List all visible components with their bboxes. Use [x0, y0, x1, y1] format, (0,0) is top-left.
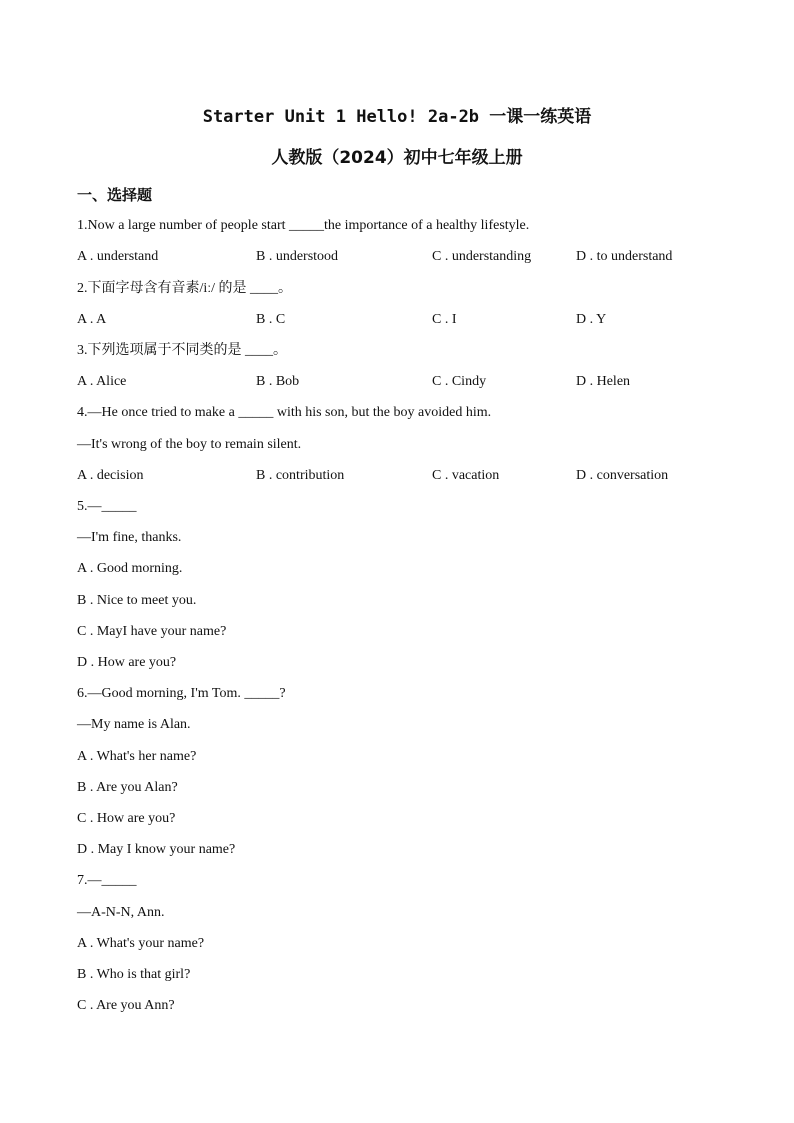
question-2-stem: 2.下面字母含有音素/iː/ 的是 ____。 — [77, 281, 293, 296]
question-7-option-a: A . What's your name? — [77, 936, 205, 951]
question-5-dialogue: —I'm fine, thanks. — [77, 530, 182, 545]
question-3-option-b: B . Bob — [256, 374, 300, 389]
question-6-stem: 6.—Good morning, I'm Tom. _____? — [77, 686, 286, 701]
question-1-option-a: A . understand — [77, 249, 159, 264]
question-4-dialogue: —It's wrong of the boy to remain silent. — [77, 437, 302, 452]
question-1-stem: 1.Now a large number of people start _____the importance of a healthy lifestyle. — [77, 218, 530, 233]
question-5-stem: 5.—_____ — [77, 499, 137, 514]
question-2-option-a: A . A — [77, 312, 107, 327]
question-7-stem: 7.—_____ — [77, 873, 137, 888]
question-3-option-d: D . Helen — [576, 374, 631, 389]
document-subtitle: 人教版（2024）初中七年级上册 — [271, 148, 523, 168]
question-6-option-c: C . How are you? — [77, 811, 176, 826]
question-6-option-b: B . Are you Alan? — [77, 780, 178, 795]
question-2-option-b: B . C — [256, 312, 286, 327]
question-4-stem: 4.—He once tried to make a _____ with his son, but the boy avoided him. — [77, 405, 492, 420]
question-5-option-b: B . Nice to meet you. — [77, 593, 197, 608]
question-6-dialogue: —My name is Alan. — [77, 717, 191, 732]
document-title: Starter Unit 1 Hello! 2a-2b 一课一练英语 — [202, 107, 592, 127]
question-4-option-d: D . conversation — [576, 468, 669, 483]
question-7-option-c: C . Are you Ann? — [77, 998, 175, 1013]
question-4-option-c: C . vacation — [432, 468, 500, 483]
question-7-dialogue: —A-N-N, Ann. — [77, 905, 165, 920]
question-3-option-c: C . Cindy — [432, 374, 487, 389]
question-5-option-c: C . MayI have your name? — [77, 624, 227, 639]
question-5-option-d: D . How are you? — [77, 655, 177, 670]
question-1-option-d: D . to understand — [576, 249, 673, 264]
question-3-stem: 3.下列选项属于不同类的是 ____。 — [77, 343, 287, 358]
question-7-option-b: B . Who is that girl? — [77, 967, 191, 982]
question-5-option-a: A . Good morning. — [77, 561, 183, 576]
question-3-option-a: A . Alice — [77, 374, 127, 389]
question-2-option-c: C . I — [432, 312, 457, 327]
section-heading: 一、选择题 — [77, 186, 153, 204]
question-4-option-b: B . contribution — [256, 468, 345, 483]
question-1-option-c: C . understanding — [432, 249, 532, 264]
question-6-option-a: A . What's her name? — [77, 749, 197, 764]
question-6-option-d: D . May I know your name? — [77, 842, 236, 857]
question-2-option-d: D . Y — [576, 312, 607, 327]
question-1-option-b: B . understood — [256, 249, 339, 264]
question-4-option-a: A . decision — [77, 468, 144, 483]
